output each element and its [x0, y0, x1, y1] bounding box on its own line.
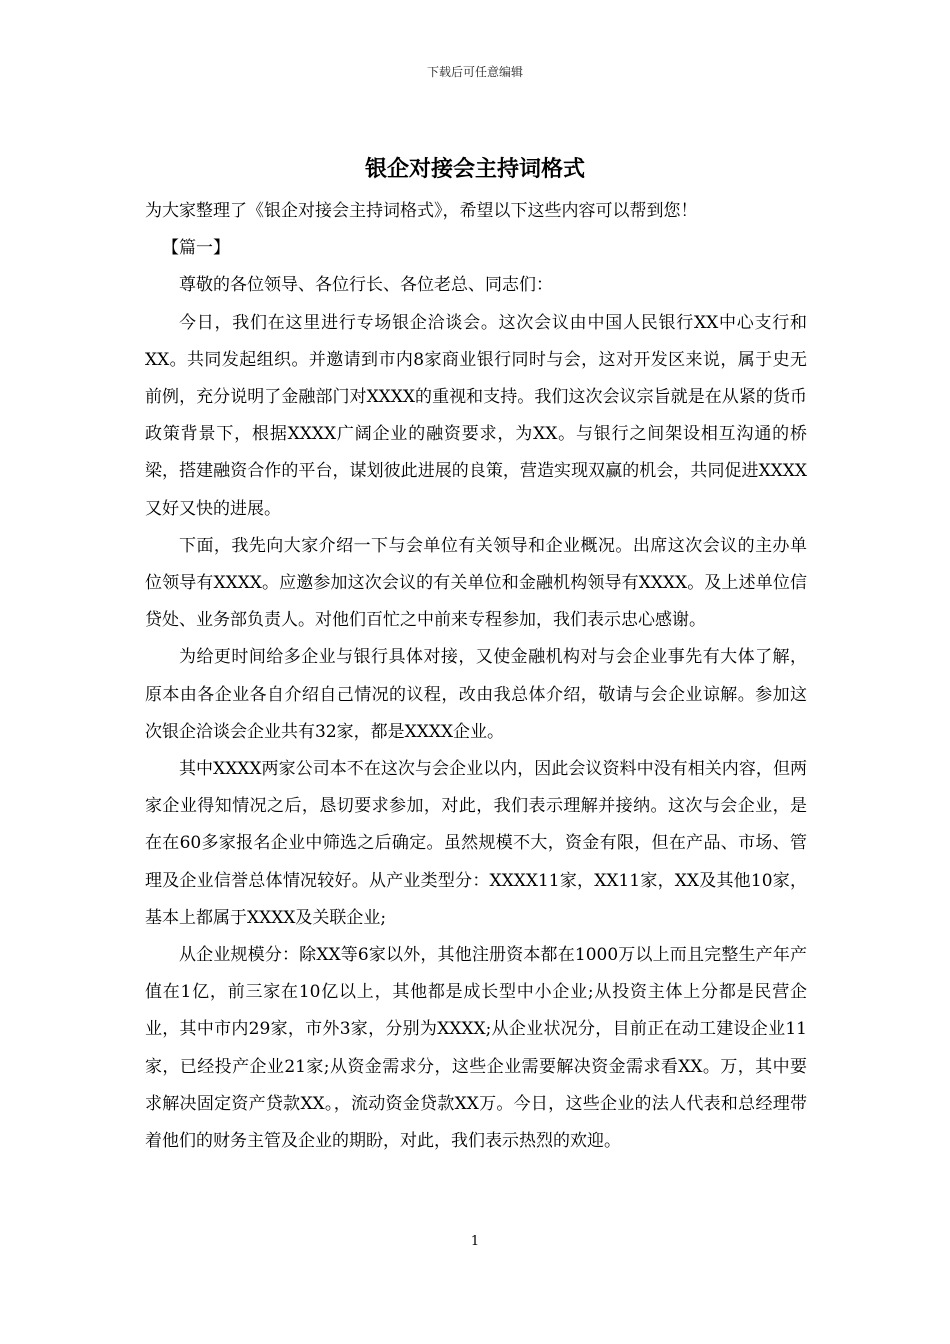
salutation: 尊敬的各位领导、各位行长、各位老总、同志们：	[179, 275, 553, 296]
paragraph: 为给更时间给多企业与银行具体对接，又使金融机构对与会企业事先有大体了解，原本由各企业各自介绍自己情况的议程，改由我总体介绍，敬请与会企业谅解。参加这次银企洽谈会企业共有32家，都是XXXX企业。	[145, 647, 807, 742]
paragraph: 其中XXXX两家公司本不在这次与会企业以内，因此会议资料中没有相关内容，但两家企业得知情况之后，恳切要求参加，对此，我们表示理解并接纳。这次与会企业，是在在60多家报名企业中筛选之后确定。虽然规模不大，资金有限，但在产品、市场、管理及企业信誉总体情况较好。从产业类型分：XXXX11家，XX11家，XX及其他10家，基本上都属于XXXX及关联企业;	[145, 759, 807, 928]
page-header-note: 下载后可任意编辑	[426, 65, 523, 79]
page-number: 1	[470, 1234, 480, 1249]
paragraph: 从企业规模分：除XX等6家以外，其他注册资本都在1000万以上而且完整生产年产值在1亿，前三家在10亿以上，其他都是成长型中小企业;从投资主体上分都是民营企业，其中市内29家，市外3家，分别为XXXX;从企业状况分，目前正在动工建设企业11家，已经投产企业21家;从资金需求分，这些企业需要解决资金需求看XX。万，其中要求解决固定资产贷款XX。，流动资金贷款XX万。今日，这些企业的法人代表和总经理带着他们的财务主管及企业的期盼，对此，我们表示热烈的欢迎。	[145, 945, 807, 1152]
paragraph: 今日，我们在这里进行专场银企洽谈会。这次会议由中国人民银行XX中心支行和XX。共同发起组织。并邀请到市内8家商业银行同时与会，这对开发区来说，属于史无前例，充分说明了金融部门对XXXX的重视和支持。我们这次会议宗旨就是在从紧的货币政策背景下，根据XXXX广阔企业的融资要求，为XX。与银行之间架设相互沟通的桥梁，搭建融资合作的平台，谋划彼此进展的良策，营造实现双赢的机会，共同促进XXXX又好又快的进展。	[145, 312, 807, 519]
paragraph: 下面，我先向大家介绍一下与会单位有关领导和企业概况。出席这次会议的主办单位领导有XXXX。应邀参加这次会议的有关单位和金融机构领导有XXXX。及上述单位信贷处、业务部负责人。对他们百忙之中前来专程参加，我们表示忠心感谢。	[145, 535, 807, 631]
section-tag: 【篇一】	[162, 238, 230, 259]
document-body	[145, 193, 807, 1160]
document-title: 银企对接会主持词格式	[364, 156, 585, 182]
intro-paragraph: 为大家整理了《银企对接会主持词格式》，希望以下这些内容可以帮到您！	[145, 201, 698, 221]
